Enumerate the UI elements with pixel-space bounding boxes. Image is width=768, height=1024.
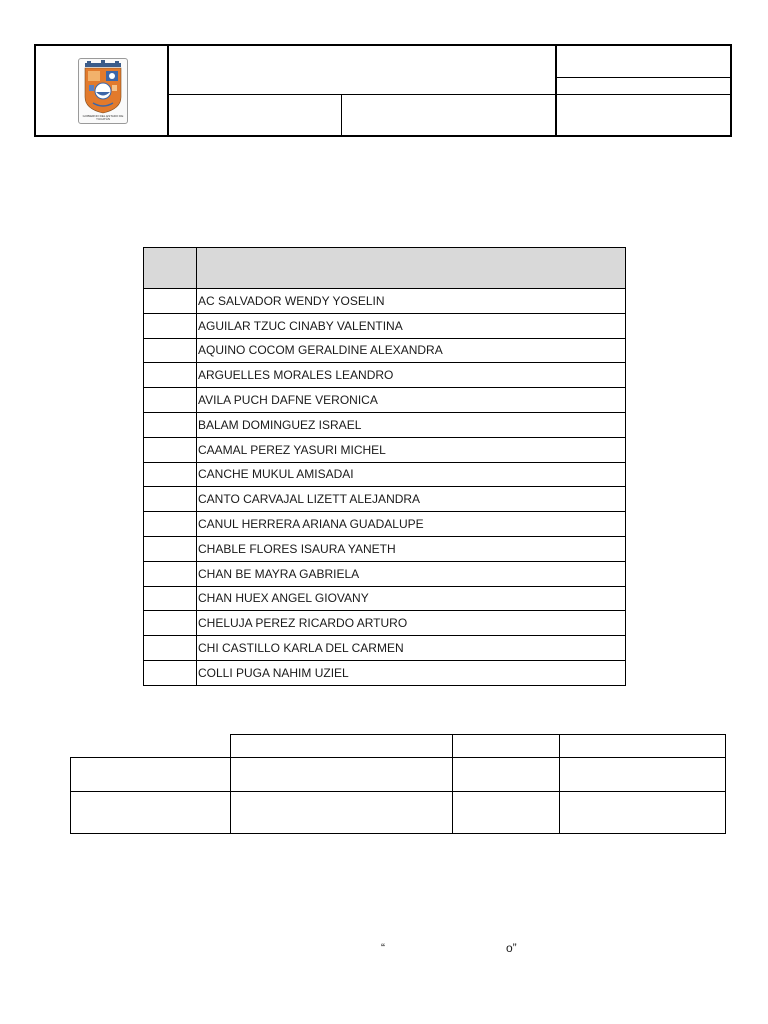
table-row [144,462,626,487]
signature-header-cell [559,735,725,758]
student-name-cell: CANUL HERRERA ARIANA GUADALUPE [197,512,626,537]
table-row [144,636,626,661]
student-list-table [143,247,626,686]
row-number-cell [144,313,197,338]
row-number-cell [144,363,197,388]
table-row [144,412,626,437]
institution-crest-icon [78,58,128,124]
header-divider [167,46,169,135]
row-number-cell [144,487,197,512]
student-name-cell: CHAN BE MAYRA GABRIELA [197,561,626,586]
table-row [144,536,626,561]
row-number-cell [144,536,197,561]
signature-header-cell [230,735,452,758]
table-row [144,363,626,388]
table-row [144,313,626,338]
signature-label-cell [71,792,231,834]
table-row [144,487,626,512]
footer-quote-close: o” [506,941,517,955]
student-name-cell: CHELUJA PEREZ RICARDO ARTURO [197,611,626,636]
signature-header-row [71,735,726,758]
header-divider [341,94,342,135]
student-name-cell: CAAMAL PEREZ YASURI MICHEL [197,437,626,462]
table-row [144,512,626,537]
student-name-cell: AGUILAR TZUC CINABY VALENTINA [197,313,626,338]
number-column-header [144,248,197,289]
header-divider [555,77,730,78]
row-number-cell [144,388,197,413]
row-number-cell [144,586,197,611]
table-row [144,586,626,611]
signature-header-cell [453,735,560,758]
header-divider [555,46,557,135]
student-name-cell: AC SALVADOR WENDY YOSELIN [197,289,626,314]
row-number-cell [144,512,197,537]
student-name-cell: CHABLE FLORES ISAURA YANETH [197,536,626,561]
blank-cell [71,735,231,758]
row-number-cell [144,611,197,636]
student-name-cell: CHAN HUEX ANGEL GIOVANY [197,586,626,611]
table-row [144,388,626,413]
table-row [144,660,626,685]
row-number-cell [144,338,197,363]
row-number-cell [144,437,197,462]
row-number-cell [144,636,197,661]
row-number-cell [144,561,197,586]
table-row [144,289,626,314]
signature-cell [230,758,452,792]
document-header [34,44,732,137]
student-name-cell: ARGUELLES MORALES LEANDRO [197,363,626,388]
table-row [144,611,626,636]
table-row [144,338,626,363]
footer-quote-open: “ [381,941,385,955]
name-column-header [197,248,626,289]
student-name-cell: BALAM DOMINGUEZ ISRAEL [197,412,626,437]
signature-cell [559,758,725,792]
row-number-cell [144,412,197,437]
header-divider [167,94,730,95]
table-row [144,437,626,462]
row-number-cell [144,462,197,487]
signature-row [71,792,726,834]
student-name-cell: CANTO CARVAJAL LIZETT ALEJANDRA [197,487,626,512]
row-number-cell [144,660,197,685]
signature-cell [230,792,452,834]
student-name-cell: CANCHE MUKUL AMISADAI [197,462,626,487]
signature-row [71,758,726,792]
student-name-cell: COLLI PUGA NAHIM UZIEL [197,660,626,685]
signature-label-cell [71,758,231,792]
table-row [144,561,626,586]
signature-cell [453,758,560,792]
signature-cell [453,792,560,834]
student-name-cell: AQUINO COCOM GERALDINE ALEXANDRA [197,338,626,363]
signature-cell [559,792,725,834]
table-header-row [144,248,626,289]
student-name-cell: AVILA PUCH DAFNE VERONICA [197,388,626,413]
row-number-cell [144,289,197,314]
logo-caption: GOBIERNO DEL ESTADO DE YUCATÁN [82,114,124,121]
student-name-cell: CHI CASTILLO KARLA DEL CARMEN [197,636,626,661]
signature-table [70,734,726,834]
